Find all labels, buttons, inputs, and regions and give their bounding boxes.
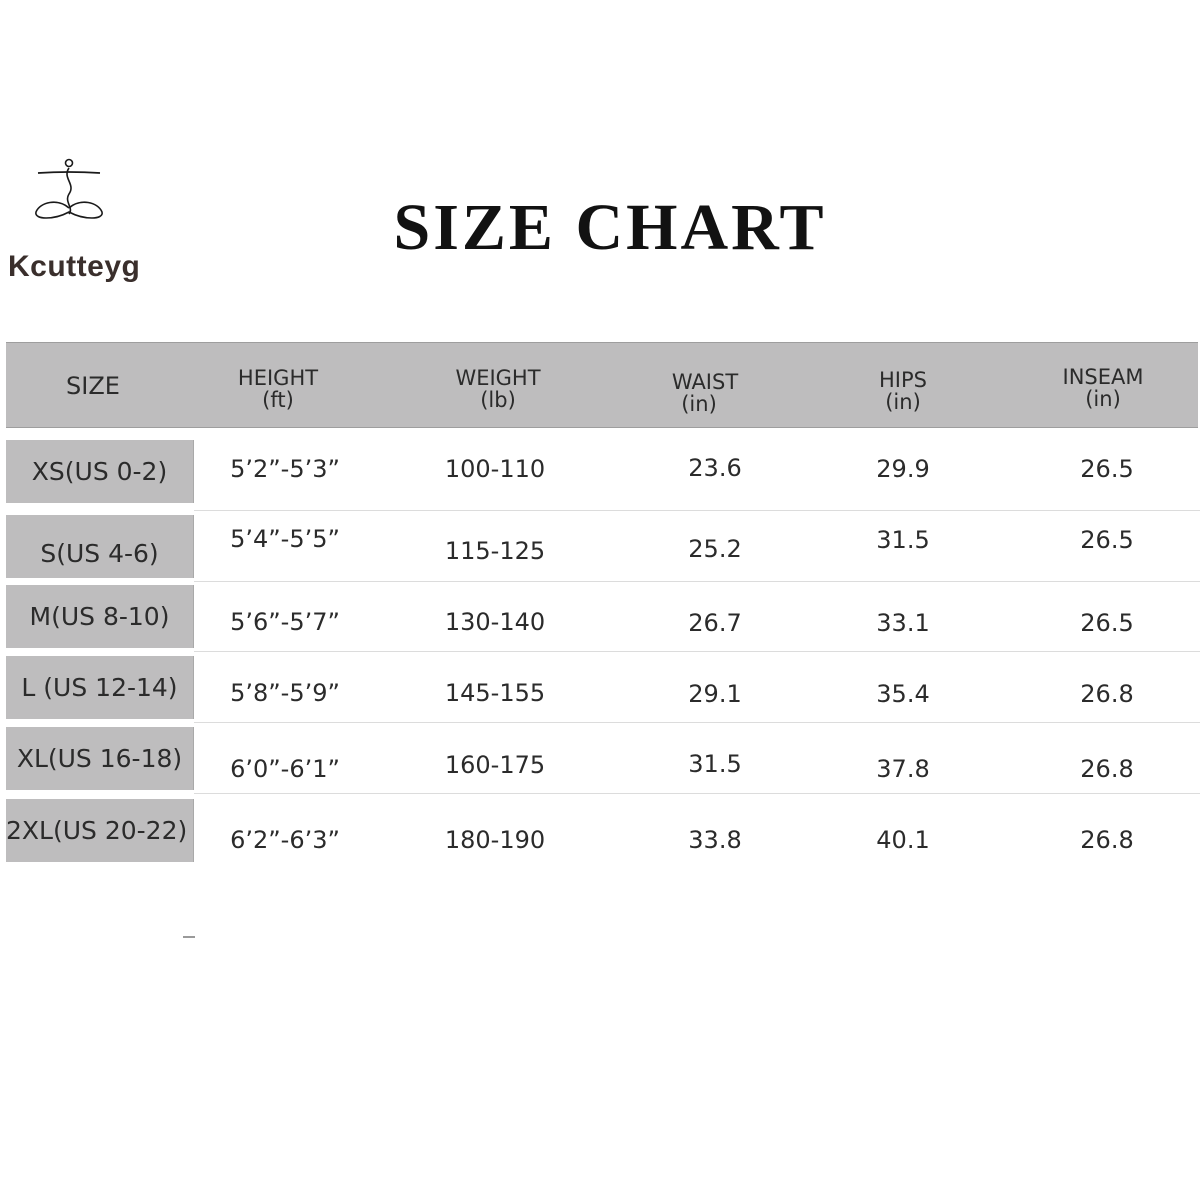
row-divider	[194, 581, 1200, 582]
weight-xl: 160-175	[444, 751, 546, 779]
row-divider	[194, 651, 1200, 652]
hips-2xl: 40.1	[876, 826, 930, 854]
row-divider	[194, 793, 1200, 794]
weight-s: 115-125	[444, 537, 546, 565]
table-header	[6, 342, 1198, 428]
inseam-xl: 26.8	[1080, 755, 1134, 783]
row-divider	[194, 510, 1200, 511]
inseam-2xl: 26.8	[1080, 826, 1134, 854]
size-label-l: L (US 12-14)	[6, 656, 194, 719]
height-l: 5’8”-5’9”	[230, 679, 340, 707]
header-hips: HIPS (in)	[879, 368, 927, 414]
height-2xl: 6’2”-6’3”	[230, 826, 340, 854]
weight-l: 145-155	[444, 679, 546, 707]
size-label-s: S(US 4-6)	[6, 515, 194, 578]
inseam-xs: 26.5	[1080, 455, 1134, 483]
hips-xs: 29.9	[876, 455, 930, 483]
page-title: SIZE CHART	[393, 191, 827, 264]
header-inseam: INSEAM (in)	[1062, 365, 1144, 411]
hips-l: 35.4	[876, 680, 930, 708]
weight-2xl: 180-190	[444, 826, 546, 854]
inseam-l: 26.8	[1080, 680, 1134, 708]
meditation-figure-icon	[28, 158, 108, 224]
waist-l: 29.1	[688, 680, 742, 708]
hips-m: 33.1	[876, 609, 930, 637]
weight-xs: 100-110	[444, 455, 546, 483]
decorative-dash	[183, 936, 195, 938]
size-label-xl: XL(US 16-18)	[6, 727, 194, 790]
size-label-xs: XS(US 0-2)	[6, 440, 194, 503]
height-s: 5’4”-5’5”	[230, 525, 340, 553]
waist-s: 25.2	[688, 535, 742, 563]
height-xl: 6’0”-6’1”	[230, 755, 340, 783]
waist-m: 26.7	[688, 609, 742, 637]
header-size: SIZE	[66, 372, 120, 400]
size-label-m: M(US 8-10)	[6, 585, 194, 648]
waist-xl: 31.5	[688, 750, 742, 778]
row-divider	[194, 722, 1200, 723]
weight-m: 130-140	[444, 608, 546, 636]
header-height: HEIGHT (ft)	[237, 366, 319, 412]
header-weight: WEIGHT (lb)	[455, 366, 541, 412]
size-label-2xl: 2XL(US 20-22)	[6, 799, 194, 862]
waist-xs: 23.6	[688, 454, 742, 482]
header-waist: WAIST (in)	[671, 370, 739, 416]
height-m: 5’6”-5’7”	[230, 608, 340, 636]
hips-xl: 37.8	[876, 755, 930, 783]
brand-name: Kcutteyg	[8, 250, 141, 283]
inseam-m: 26.5	[1080, 609, 1134, 637]
waist-2xl: 33.8	[688, 826, 742, 854]
inseam-s: 26.5	[1080, 526, 1134, 554]
hips-s: 31.5	[876, 526, 930, 554]
height-xs: 5’2”-5’3”	[230, 455, 340, 483]
